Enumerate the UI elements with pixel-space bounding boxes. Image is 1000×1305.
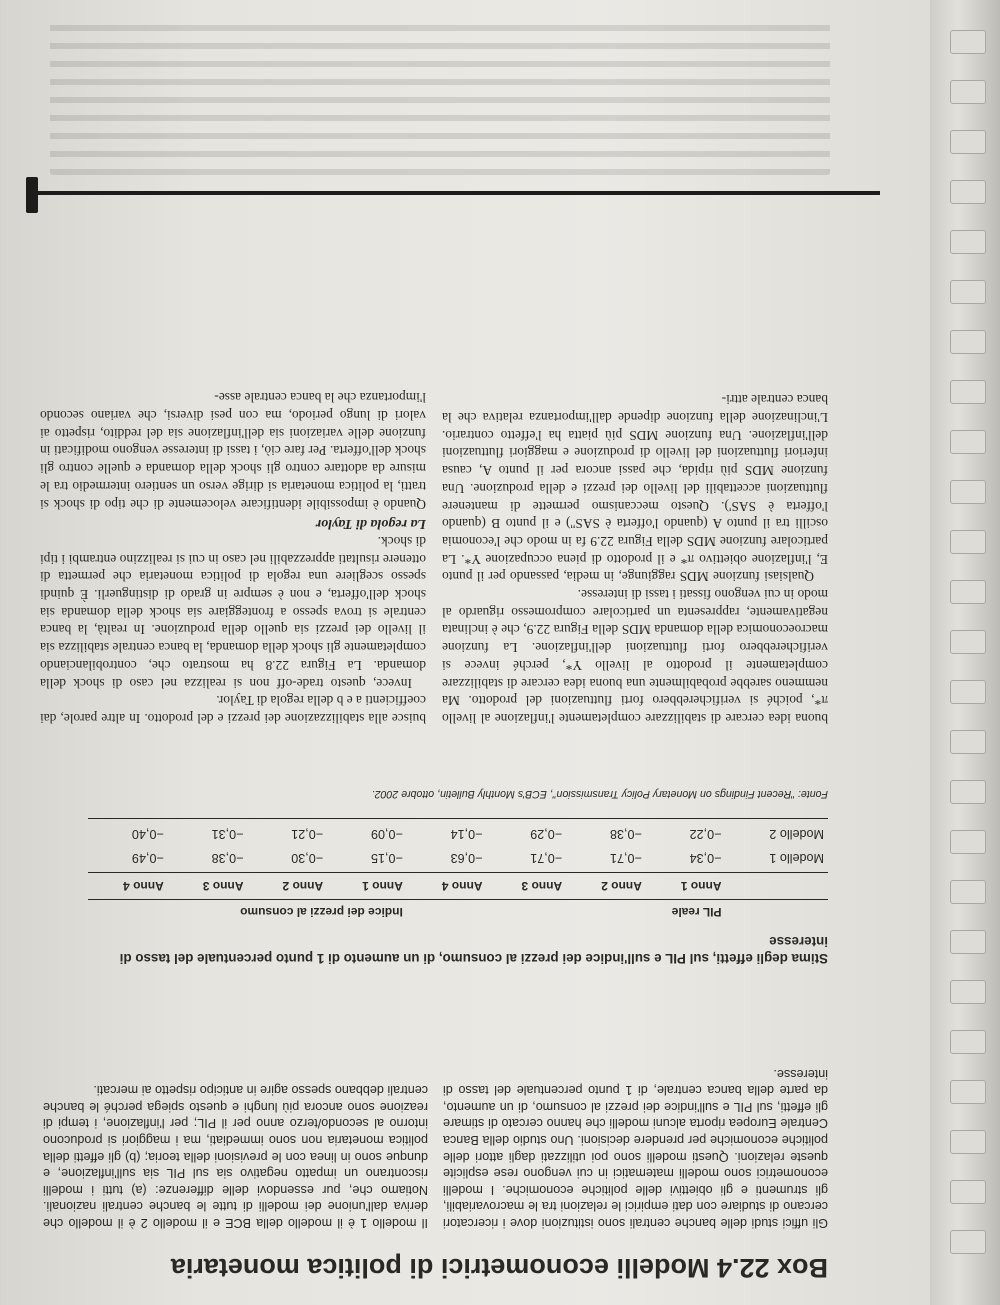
- binder-tab: [950, 430, 986, 454]
- table-cell: −0,71: [530, 851, 563, 865]
- table-cell: −0,34: [689, 851, 722, 865]
- binder-tab: [950, 80, 986, 104]
- year-header: Anno 4: [88, 873, 168, 900]
- table-row: [88, 848, 828, 873]
- row-label: Modello 2: [726, 819, 829, 849]
- intro-text-left: Gli uffici studi delle banche centrali sono istituzioni dove i ricercatori cercano di studiare con dati empirici le relazioni tra le macrovariabili, gli strumenti e gli obiettivi delle politiche economiche. I modelli econometrici sono modelli matematici in cui vengono rese esplicite queste relazioni. Questi modelli sono poi utilizzati dagli attori delle politiche economiche per prendere decisioni. Uno studio della Banca Centrale Europea riporta alcuni modelli che hanno cercato di stimare gli effetti, sul PIL e sull'indice dei prezzi al consumo, di un aumento, da parte della banca centrale, di 1 punto percentuale del tasso di interesse.: [443, 1066, 828, 1230]
- table-corner-2: [726, 873, 829, 900]
- binder-tab: [950, 780, 986, 804]
- intro-text-right: Il modello 1 è il modello della BCE e il modello 2 è il modello che deriva dall'unione dei modelli di tutte le banche centrali nazionali. Notiamo che, pur essendovi delle differenze: (a) tutti i modelli riscontrano un impatto negativo sia sul PIL sia sull'inflazione, e dunque sono in linea con le previsioni della teoria; (b) gli effetti della politica monetaria non sono immediati, ma i maggiori si producono intorno al secondo/terzo anno per il PIL; per l'inflazione, i tempi di reazione sono ancora più lunghi e questo spiega perché le banche centrali debbano spesso agire in anticipo rispetto ai mercati.: [43, 1083, 428, 1230]
- binder-tab: [950, 880, 986, 904]
- page-edge-rule: [30, 191, 880, 195]
- binder-tab: [950, 630, 986, 654]
- binder-tab: [950, 830, 986, 854]
- year-header: Anno 2: [247, 873, 327, 900]
- table-cell: −0,40: [88, 819, 168, 849]
- binder-tab: [950, 580, 986, 604]
- table-corner: [726, 900, 829, 922]
- table-group-header-row: [88, 900, 828, 922]
- binder-tab: [950, 180, 986, 204]
- table-cell: −0,31: [168, 819, 248, 849]
- body-paragraph: buisce alla stabilizzazione dei prezzi e del prodotto. In altre parole, dai coefficienti a e b della regola di Taylor.: [40, 693, 426, 726]
- page-edge-mark: [26, 177, 38, 213]
- binder-tab: [950, 930, 986, 954]
- binder-tab: [950, 280, 986, 304]
- facing-page-bleed: [50, 15, 830, 175]
- binder-tab: [950, 730, 986, 754]
- body-paragraph: Quando è impossibile identificare velocemente di che tipo di shock si tratti, la politica monetaria si dirige verso un sentiero intermedio tra le misure da adottare contro gli shock della domanda e quelle contro gli shock dell'offerta. Per fare ciò, i tassi di interesse vengono modificati in funzione delle variazioni sia dell'inflazione sia del reddito, rispetto ai valori di lungo periodo, ma con pesi diversi, che variano secondo l'importanza che la banca centrale asse-: [40, 390, 426, 512]
- effects-table: [88, 818, 828, 921]
- section-subheading: La regola di Taylor: [315, 516, 426, 532]
- body-paragraph: Qualsiasi funzione MDS raggiunge, in media, passando per il punto E, l'inflazione obiettivo π* e il prodotto di piena occupazione Y*. La particolare funzione MDS della Figura 22.9 fa in modo che l'economia oscilli tra il punto A (quando l'offerta è SAS'') e il punto B (quando l'offerta è SAS'). Questo meccanismo permette di mantenere fluttuazioni accettabili del livello dei prezzi e della produzione. Una funzione MDS più ripida, che passi ancora per il punto A, causa inferiori fluttuazioni del livello di produzione e maggiori fluttuazioni dell'inflazione. Una funzione MDS più piatta ha l'effetto contrario. L'inclinazione della funzione dipende dall'importanza relativa che la banca centrale attri-: [442, 392, 828, 585]
- table-cell: −0,29: [486, 819, 566, 849]
- group-header-pil: PIL reale: [407, 900, 726, 922]
- rotated-book-page: [20, 0, 940, 1305]
- row-label: Modello 1: [769, 851, 824, 865]
- body-paragraph: Invece, questo trade-off non si realizza nel caso di shock della domanda. La Figura 22.8 ha mostrato che, controbilanciando completamente gli shock della domanda, la banca centrale stabilizza sia il livello dei prezzi sia quello della produzione. In realtà, la banca centrale si trova spesso a fronteggiare sia shock della domanda sia shock dell'offerta, e non è sempre in grado di distinguerli. È quindi spesso scegliere una regola di politica monetaria che permetta di ottenere risultati apprezzabili nel caso in cui si realizzino entrambi i tipi di shock.: [40, 533, 426, 691]
- binder-tab: [950, 1180, 986, 1204]
- binder-tab: [950, 380, 986, 404]
- table-cell: −0,21: [247, 819, 327, 849]
- table-cell: −0,38: [211, 851, 244, 865]
- table-row: [88, 819, 828, 849]
- group-header-prezzi: Indice dei prezzi al consumo: [88, 900, 407, 922]
- table-year-header-row: [88, 873, 828, 900]
- table-cell: −0,38: [566, 819, 646, 849]
- table-cell: −0,30: [291, 851, 324, 865]
- table-cell: −0,14: [407, 819, 487, 849]
- table-cell: −0,63: [450, 851, 483, 865]
- binder-tab: [950, 980, 986, 1004]
- table-cell: −0,22: [646, 819, 726, 849]
- binder-tab: [950, 30, 986, 54]
- year-header: Anno 2: [566, 873, 646, 900]
- body-paragraph: buona idea cercare di stabilizzare completamente l'inflazione al livello π*, poiché si verificherebbero forti fluttuazioni del prodotto. Ma nemmeno sarebbe probabilmente una buona idea cercare di stabilizzare completamente il prodotto al livello Y*, perché invece si verificherebbero forti fluttuazioni dell'inflazione. La funzione macroeconomica della domanda MDS della Figura 22.9, che è inclinata negativamente, rappresenta un particolare compromesso riguardo al modo in cui vengono fissati i tassi di interesse.: [442, 587, 828, 726]
- year-header: Anno 4: [407, 873, 487, 900]
- binder-tab: [950, 680, 986, 704]
- table-source: Fonte: "Recent Findings on Monetary Policy Transmission", ECB's Monthly Bulletin, ottobre 2002.: [371, 788, 828, 800]
- body-column-right: [40, 389, 426, 727]
- table-caption: Stima degli effetti, sul PIL e sull'indice dei prezzi al consumo, di un aumento di 1 punto percentuale del tasso di interesse: [119, 934, 828, 966]
- binder-tab: [950, 1080, 986, 1104]
- table-cell: −0,15: [370, 851, 403, 865]
- box-title: Box 22.4 Modelli econometrici di politica monetaria: [170, 1253, 828, 1283]
- binder-tab: [950, 480, 986, 504]
- table-cell: −0,49: [131, 851, 164, 865]
- year-header: Anno 1: [646, 873, 726, 900]
- binder-tab: [950, 530, 986, 554]
- binder-tab: [950, 330, 986, 354]
- year-header: Anno 1: [327, 873, 407, 900]
- body-column-left: [442, 391, 828, 727]
- binder-tab: [950, 1130, 986, 1154]
- binder-tab: [950, 1230, 986, 1254]
- table-cell: −0,09: [327, 819, 407, 849]
- binder-strip: [930, 0, 1000, 1305]
- binder-tab: [950, 130, 986, 154]
- binder-tab: [950, 1030, 986, 1054]
- year-header: Anno 3: [486, 873, 566, 900]
- table-cell: −0,71: [609, 851, 642, 865]
- year-header: Anno 3: [168, 873, 248, 900]
- binder-tab: [950, 230, 986, 254]
